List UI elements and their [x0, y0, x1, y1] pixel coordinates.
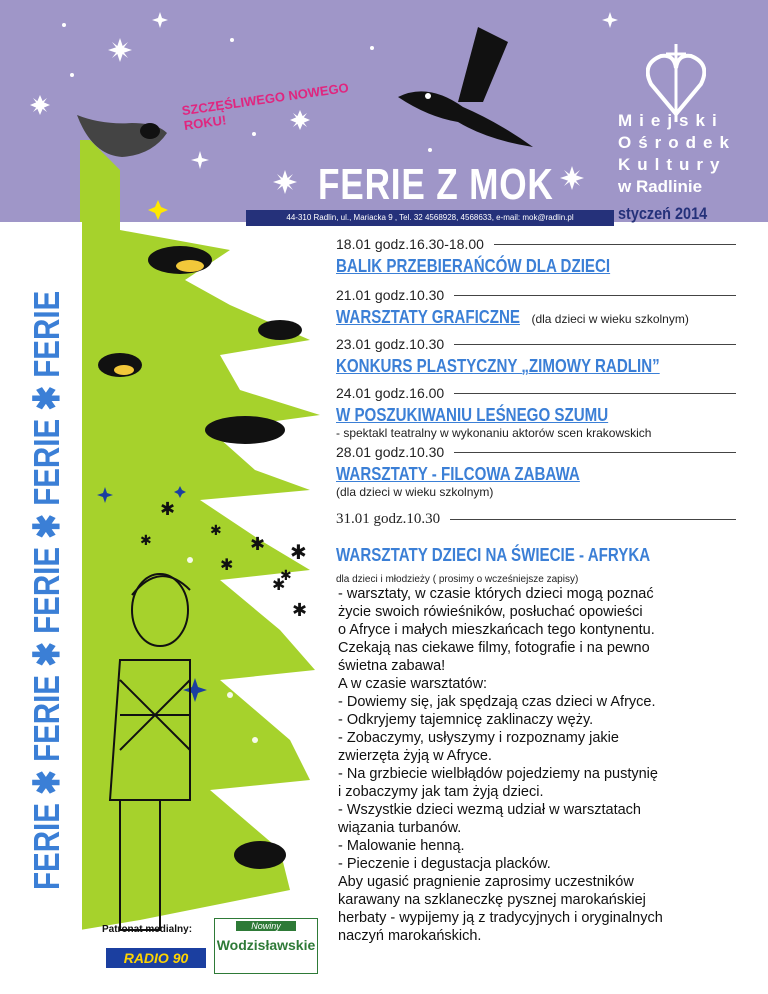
text-line: Czekają nas ciekawe filmy, fotografie i na pewno: [338, 640, 650, 656]
bird-illustration: [388, 22, 538, 152]
text-line: - Zobaczymy, usłyszymy i rozpoznamy jakie: [338, 730, 619, 746]
christmas-tree: [80, 140, 320, 950]
text-line: o Afryce i małych mieszkańcach tego kontynentu.: [338, 622, 655, 638]
svg-text:✱: ✱: [140, 532, 152, 548]
text-line: zwierzęta żyją w Afryce.: [338, 748, 492, 764]
event-title: W POSZUKIWANIU LEŚNEGO SZUMU: [336, 405, 609, 425]
event-item: [336, 440, 736, 499]
divider-line: [450, 519, 736, 520]
snowflake-icon: [30, 95, 50, 115]
org-line: w Radlinie: [618, 177, 703, 196]
event-date: 24.01 godz.16.00: [336, 385, 445, 401]
text-line: wiązania turbanów.: [338, 820, 462, 836]
svg-text:✱: ✱: [250, 534, 266, 554]
address-bar: 44-310 Radlin, ul., Mariacka 9 , Tel. 32 4568928, 4568633, e-mail: mok@radlin.pl: [246, 210, 614, 226]
text-line: - Na grzbiecie wielbłądów pojedziemy na pustynię: [338, 766, 658, 782]
text-line: - Wszystkie dzieci wezmą udział w warsztatach: [338, 802, 641, 818]
text-line: - Odkryjemy tajemnicę zaklinaczy węży.: [338, 712, 594, 728]
nowiny-wodzislawskie-logo: [214, 918, 318, 974]
date-badge: styczeń 2014: [618, 204, 708, 223]
paper-logo-name: Wodzisławskie: [216, 937, 316, 953]
event-item: [336, 232, 736, 277]
snowflake-icon: [602, 12, 618, 28]
org-line: Ośrodek: [618, 133, 736, 152]
event-date: 21.01 godz.10.30: [336, 287, 445, 303]
text-line: A w czasie warsztatów:: [338, 676, 488, 692]
event-date: 23.01 godz.10.30: [336, 336, 445, 352]
text-line: i zobaczymy jak tam żyją dzieci.: [338, 784, 544, 800]
org-line: Kultury: [618, 155, 727, 174]
snowflake-icon: [108, 38, 132, 62]
star-icon: ✱: [290, 542, 307, 564]
event-title: WARSZTATY GRAFICZNE: [336, 307, 520, 327]
text-line: herbaty - wypijemy ją z tradycyjnych i oryginalnych: [338, 910, 663, 926]
organization-name: [618, 110, 758, 198]
bird-illustration: [62, 95, 172, 185]
event-item: [336, 283, 736, 328]
text-line: - Dowiemy się, jak spędzają czas dzieci w Afryce.: [338, 694, 656, 710]
text-line: świetna zabawa!: [338, 658, 446, 674]
event-note: (dla dzieci w wieku szkolnym): [336, 485, 494, 499]
org-line: Miejski: [618, 111, 724, 130]
event-title: KONKURS PLASTYCZNY „ZIMOWY RADLIN”: [336, 356, 660, 376]
text-line: karawany na szklaneczkę pysznej marokańskiej: [338, 892, 646, 908]
snowflake-icon: [560, 166, 584, 190]
svg-text:✱: ✱: [280, 567, 292, 583]
divider-line: [494, 244, 736, 245]
event-date: 18.01 godz.16.30-18.00: [336, 236, 484, 252]
radio90-logo: RADIO 90: [106, 948, 206, 968]
divider-line: [454, 295, 736, 296]
text-line: Aby ugasić pragnienie zaprosimy uczestników: [338, 874, 634, 890]
event-item: [336, 507, 736, 585]
divider-line: [454, 393, 736, 394]
text-line: naczyń marokańskich.: [338, 928, 482, 944]
vertical-ferie-text: FERIE ✱ FERIE ✱ FERIE ✱ FERIE ✱ FERIE: [26, 290, 67, 890]
divider-line: [454, 344, 736, 345]
events-list: [336, 232, 736, 585]
star-icon: ✱: [272, 577, 286, 594]
media-patronage-label: Patronat medialny:: [102, 924, 193, 935]
event-date: 31.01 godz.10.30: [336, 510, 441, 527]
divider-line: [454, 452, 736, 453]
event-title: WARSZTATY DZIECI NA ŚWIECIE - AFRYKA: [336, 545, 651, 565]
event-note: dla dzieci i młodzieży ( prosimy o wcześniejsze zapisy): [336, 574, 579, 585]
text-line: życie swoich rówieśników, posłuchać opowieści: [338, 604, 643, 620]
text-line: - Pieczenie i degustacja placków.: [338, 856, 551, 872]
paper-logo-top: Nowiny: [236, 921, 296, 931]
event-title: WARSZTATY - FILCOWA ZABAWA: [336, 464, 580, 484]
event-title: BALIK PRZEBIERAŃCÓW DLA DZIECI: [336, 256, 611, 276]
event-item: [336, 332, 736, 377]
event-note: - spektakl teatralny w wykonaniu aktorów scen krakowskich: [336, 426, 652, 440]
svg-text:✱: ✱: [220, 557, 234, 574]
text-line: - warsztaty, w czasie których dzieci mogą poznać: [338, 586, 654, 602]
star-icon: ✱: [292, 600, 308, 620]
svg-text:✱: ✱: [210, 522, 222, 538]
description-text: [338, 585, 738, 945]
snowflake-icon: [152, 12, 168, 28]
text-line: - Malowanie henną.: [338, 838, 465, 854]
page-title: FERIE Z MOK: [318, 160, 554, 209]
greeting-banner: SZCZĘŚLIWEGO NOWEGO ROKU!: [180, 79, 350, 134]
event-date: 28.01 godz.10.30: [336, 444, 445, 460]
event-item: [336, 381, 736, 440]
event-note: (dla dzieci w wieku szkolnym): [531, 312, 689, 326]
svg-text:✱: ✱: [160, 499, 176, 519]
